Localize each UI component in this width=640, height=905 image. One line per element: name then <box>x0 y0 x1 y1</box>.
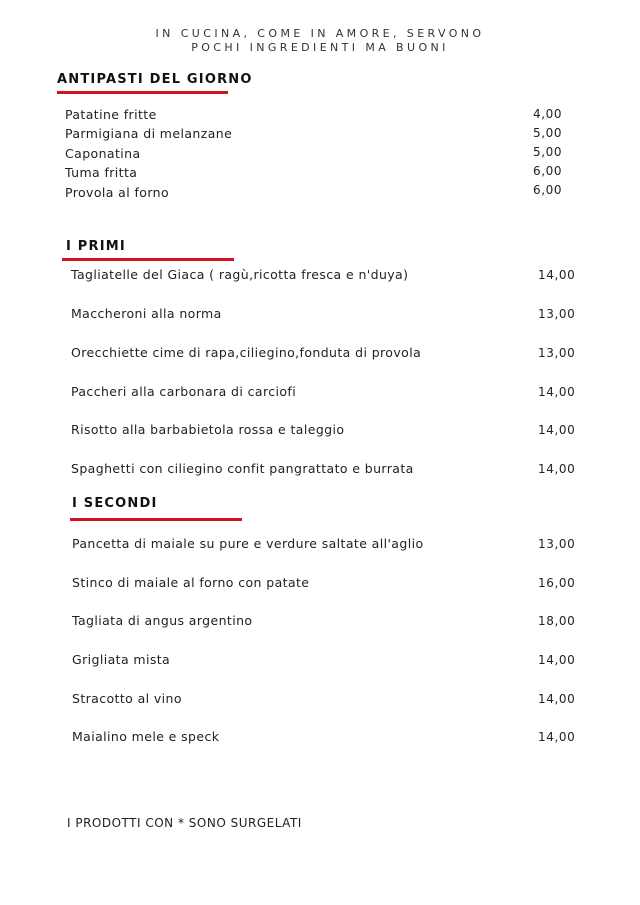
section-title-secondi: I SECONDI <box>72 496 158 511</box>
menu-item-name: Parmigiana di melanzane <box>65 126 233 141</box>
section-divider-antipasti <box>57 91 228 94</box>
menu-item-name: Tagliatelle del Giaca ( ragù,ricotta fresca e n'duya) <box>71 267 409 282</box>
menu-item-name: Patatine fritte <box>65 107 157 122</box>
menu-item-price: 14,00 <box>538 692 576 706</box>
tagline-line-1: IN CUCINA, COME IN AMORE, SERVONO <box>155 27 485 40</box>
menu-item-name: Stracotto al vino <box>72 691 182 706</box>
menu-item-price: 6,00 <box>533 183 563 197</box>
menu-item-name: Spaghetti con ciliegino confit pangrattato e burrata <box>71 461 414 476</box>
menu-item-name: Tagliata di angus argentino <box>72 613 253 628</box>
tagline-line-2: POCHI INGREDIENTI MA BUONI <box>191 41 449 54</box>
menu-item-name: Tuma fritta <box>65 165 138 180</box>
menu-item-name: Grigliata mista <box>72 652 171 667</box>
menu-item-name: Orecchiette cime di rapa,ciliegino,fonduta di provola <box>71 345 422 360</box>
menu-item-price: 14,00 <box>538 462 576 476</box>
menu-item-price: 18,00 <box>538 614 576 628</box>
menu-item-price: 14,00 <box>538 385 576 399</box>
menu-item-name: Maccheroni alla norma <box>71 306 222 321</box>
menu-item-price: 5,00 <box>533 126 563 140</box>
menu-item-price: 14,00 <box>538 268 576 282</box>
menu-item-price: 13,00 <box>538 346 576 360</box>
menu-item-price: 6,00 <box>533 164 563 178</box>
menu-item-price: 14,00 <box>538 423 576 437</box>
menu-item-name: Paccheri alla carbonara di carciofi <box>71 384 297 399</box>
menu-item-price: 13,00 <box>538 537 576 551</box>
section-divider-secondi <box>70 518 242 521</box>
menu-item-name: Provola al forno <box>65 185 170 200</box>
menu-item-name: Maialino mele e speck <box>72 729 220 744</box>
menu-item-price: 14,00 <box>538 730 576 744</box>
menu-item-name: Stinco di maiale al forno con patate <box>72 575 310 590</box>
menu-item-price: 13,00 <box>538 307 576 321</box>
menu-item-price: 5,00 <box>533 145 563 159</box>
menu-item-price: 14,00 <box>538 653 576 667</box>
menu-item-name: Pancetta di maiale su pure e verdure saltate all'aglio <box>72 536 424 551</box>
menu-item-price: 16,00 <box>538 576 576 590</box>
menu-item-name: Risotto alla barbabietola rossa e taleggio <box>71 422 345 437</box>
menu-item-name: Caponatina <box>65 146 141 161</box>
section-title-primi: I PRIMI <box>66 239 126 254</box>
section-title-antipasti: ANTIPASTI DEL GIORNO <box>57 72 253 87</box>
section-divider-primi <box>62 258 234 261</box>
menu-item-price: 4,00 <box>533 107 563 121</box>
frozen-products-note: I PRODOTTI CON * SONO SURGELATI <box>67 816 302 830</box>
